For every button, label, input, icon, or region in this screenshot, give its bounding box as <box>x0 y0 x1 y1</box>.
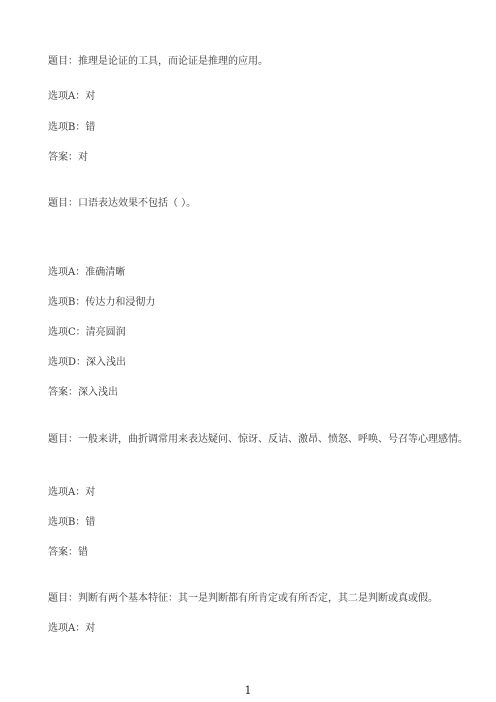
question-4-option-a: 选项A：对 <box>48 623 96 634</box>
question-1-option-a: 选项A：对 <box>48 91 96 102</box>
question-1-answer: 答案：对 <box>48 152 88 163</box>
question-2-option-c: 选项C：清亮圆润 <box>48 327 126 338</box>
question-2-option-b: 选项B：传达力和浸彻力 <box>48 297 156 308</box>
question-4-prompt: 题目：判断有两个基本特征：其一是判断都有所肯定或有所否定，其二是判断或真或假。 <box>48 593 438 604</box>
question-3-answer: 答案：错 <box>48 547 88 558</box>
question-1-prompt: 题目：推理是论证的工具，而论证是推理的应用。 <box>48 56 268 67</box>
question-3-option-b: 选项B：错 <box>48 517 96 528</box>
question-2-answer: 答案：深入浅出 <box>48 387 118 398</box>
question-2-option-a: 选项A：准确清晰 <box>48 267 126 278</box>
question-2-prompt: 题目：口语表达效果不包括（ ）。 <box>48 198 197 209</box>
question-1-option-b: 选项B：错 <box>48 122 96 133</box>
question-2-option-d: 选项D：深入浅出 <box>48 357 127 368</box>
question-3-option-a: 选项A：对 <box>48 487 96 498</box>
page-number: 1 <box>244 684 252 697</box>
question-3-prompt: 题目：一般来讲，曲折调常用来表达疑问、惊讶、反诘、激昂、愤怒、呼唤、号召等心理感情。 <box>48 434 468 445</box>
